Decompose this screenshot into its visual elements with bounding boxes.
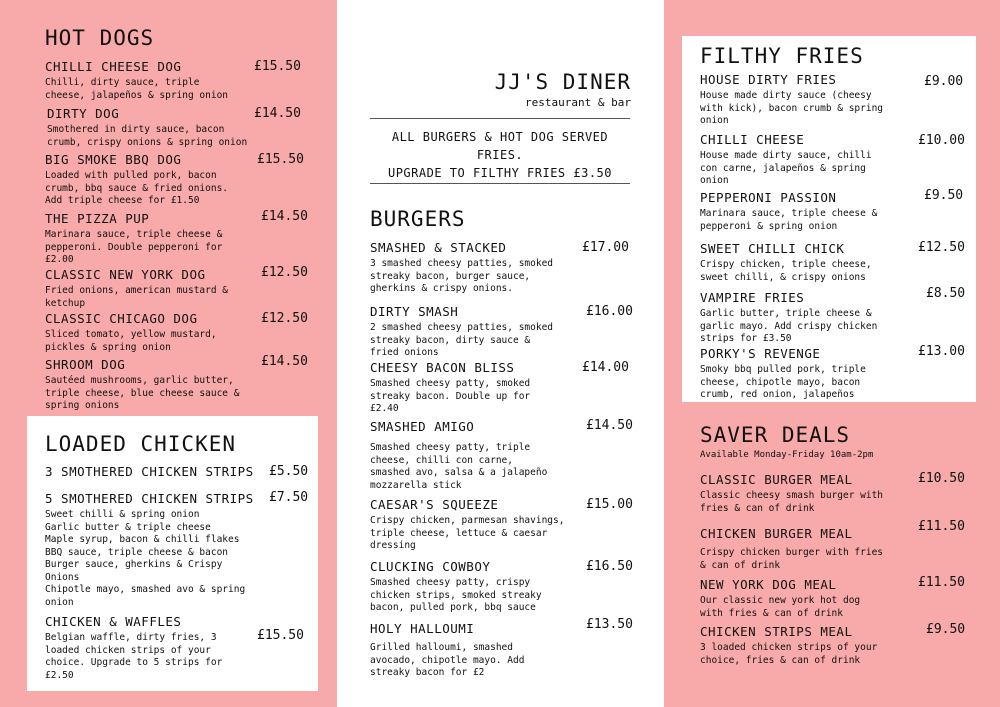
item-price: £15.50: [254, 59, 301, 74]
item-name: CHILLI CHEESE DOG: [45, 59, 182, 74]
menu-item-deal: [700, 624, 895, 667]
item-price: £14.50: [261, 209, 308, 224]
item-name: SMASHED & STACKED: [370, 240, 507, 255]
chicken-option: Maple syrup, bacon & chilli flakes: [45, 534, 240, 545]
item-desc: Smashed cheesy patty, smoked streaky bacon. Double up for £2.40: [370, 378, 531, 414]
item-name: CAESAR'S SQUEEZE: [370, 497, 499, 512]
menu-item-chicken: [45, 614, 245, 682]
chicken-option: Garlic butter & triple cheese: [45, 521, 211, 533]
fries-notice: [370, 128, 630, 182]
item-desc: Sautéed mushrooms, garlic butter, triple cheese, blue cheese sauce & spring onions: [45, 375, 240, 411]
item-name: CHICKEN STRIPS MEAL: [700, 624, 853, 639]
menu-item-fries: [700, 346, 890, 402]
notice-line: FRIES.: [476, 148, 524, 162]
item-price: £11.50: [918, 575, 965, 590]
menu-item-hot-dog: [45, 152, 245, 208]
menu-item-fries: [700, 241, 890, 284]
header-divider: [370, 118, 630, 119]
chicken-option: Chipotle mayo, smashed avo & spring onion: [45, 584, 246, 608]
item-name: HOUSE DIRTY FRIES: [700, 72, 837, 87]
item-name: 3 SMOTHERED CHICKEN STRIPS: [45, 464, 254, 479]
menu-item-burger: [370, 559, 560, 615]
item-name: HOLY HALLOUMI: [370, 621, 475, 636]
item-name: VAMPIRE FRIES: [700, 290, 805, 305]
menu-item-fries: [700, 190, 890, 233]
item-price: £10.00: [918, 133, 965, 148]
menu-item-deal: [700, 472, 895, 515]
menu-item-burger: [370, 621, 560, 680]
item-name: CLASSIC BURGER MEAL: [700, 472, 853, 487]
item-name: CHEESY BACON BLISS: [370, 360, 515, 375]
item-price: £15.00: [586, 497, 633, 512]
item-price: £14.50: [261, 354, 308, 369]
item-name: DIRTY DOG: [47, 106, 120, 121]
menu-item-fries: [700, 290, 890, 346]
burgers-title: BURGERS: [370, 207, 466, 231]
item-desc: House made dirty sauce, chilli con carne, jalapeños & spring onion: [700, 150, 872, 186]
item-name: CLASSIC CHICAGO DOG: [45, 311, 198, 326]
item-desc: Crispy chicken, parmesan shavings, triple cheese, lettuce & caesar dressing: [370, 515, 565, 551]
item-desc: Grilled halloumi, smashed avocado, chipotle mayo. Add streaky bacon for £2: [370, 642, 525, 678]
menu-item-burger: [370, 419, 560, 492]
item-desc: Fried onions, american mustard & ketchup: [45, 285, 229, 309]
item-desc: Smashed cheesy patty, crispy chicken strips, smoked streaky bacon, pulled pork, bbq sauce: [370, 577, 542, 613]
menu-item-burger: [370, 360, 560, 416]
item-price: £9.50: [926, 622, 966, 637]
chicken-option: Burger sauce, gherkins & Crispy Onions: [45, 559, 223, 583]
item-desc: House made dirty sauce (cheesy with kick), bacon crumb & spring onion: [700, 90, 884, 126]
notice-line: UPGRADE TO FILTHY FRIES £3.50: [387, 166, 612, 180]
item-name: CHILLI CHEESE: [700, 132, 805, 147]
item-desc: Classic cheesy smash burger with fries & can of drink: [700, 490, 884, 514]
item-name: SHROOM DOG: [45, 357, 126, 372]
item-name: BIG SMOKE BBQ DOG: [45, 152, 182, 167]
item-desc: 3 loaded chicken strips of your choice, fries & can of drink: [700, 642, 878, 666]
item-price: £14.50: [254, 106, 301, 121]
hot-dogs-title: HOT DOGS: [45, 26, 155, 50]
item-desc: Crispy chicken, triple cheese, sweet chilli, & crispy onions: [700, 259, 872, 283]
menu-item-hot-dog: [45, 59, 245, 102]
item-desc: Marinara sauce, triple cheese & pepperoni. Double pepperoni for £2.00: [45, 229, 223, 265]
item-desc: Our classic new york hot dog with fries & can of drink: [700, 595, 861, 619]
saver-deals-availability: Available Monday-Friday 10am-2pm: [700, 450, 874, 460]
item-desc: 2 smashed cheesy patties, smoked streaky bacon, dirty sauce & fried onions: [370, 322, 554, 358]
item-price: £17.00: [582, 240, 629, 255]
item-name: SWEET CHILLI CHICK: [700, 241, 845, 256]
item-name: DIRTY SMASH: [370, 304, 459, 319]
item-price: £16.00: [586, 304, 633, 319]
item-name: CHICKEN BURGER MEAL: [700, 526, 853, 541]
item-price: £13.00: [918, 344, 965, 359]
item-desc: Sliced tomato, yellow mustard, pickles & spring onion: [45, 329, 217, 353]
item-price: £7.50: [269, 490, 309, 505]
item-name: CLUCKING COWBOY: [370, 559, 491, 574]
chicken-option: Sweet chilli & spring onion: [45, 509, 200, 520]
item-desc: Loaded with pulled pork, bacon crumb, bbq sauce & fried onions. Add triple cheese for £1.50: [45, 170, 229, 206]
item-price: £11.50: [918, 519, 965, 534]
item-price: £14.00: [582, 360, 629, 375]
item-desc: Smoky bbq pulled pork, triple cheese, chipotle mayo, bacon crumb, red onion, jalapeños: [700, 364, 866, 400]
item-price: £12.50: [261, 265, 308, 280]
menu-item-hot-dog: [45, 211, 245, 267]
item-price: £14.50: [586, 418, 633, 433]
item-name: PEPPERONI PASSION: [700, 190, 837, 205]
notice-line: ALL BURGERS & HOT DOG SERVED: [391, 130, 609, 144]
menu-item-burger: [370, 240, 560, 296]
menu-item-burger: [370, 497, 565, 553]
menu-item-burger: [370, 304, 560, 360]
menu-item-fries: [700, 72, 890, 128]
loaded-chicken-title: LOADED CHICKEN: [45, 432, 237, 456]
chicken-options-list: [45, 509, 250, 609]
item-price: £12.50: [918, 240, 965, 255]
chicken-option: BBQ sauce, triple cheese & bacon: [45, 546, 229, 558]
item-name: SMASHED AMIGO: [370, 419, 475, 434]
item-name: CHICKEN & WAFFLES: [45, 614, 182, 629]
menu-item-chicken: [45, 464, 254, 479]
item-name: THE PIZZA PUP: [45, 211, 150, 226]
menu-item-hot-dog: [47, 106, 252, 149]
saver-deals-title: SAVER DEALS: [700, 423, 851, 447]
item-price: £12.50: [261, 311, 308, 326]
filthy-fries-title: FILTHY FRIES: [700, 44, 864, 68]
item-price: £9.00: [924, 74, 964, 89]
menu-item-hot-dog: [45, 357, 245, 413]
item-desc: 3 smashed cheesy patties, smoked streaky bacon, burger sauce, gherkins & crispy onions.: [370, 258, 554, 294]
item-name: 5 SMOTHERED CHICKEN STRIPS: [45, 491, 254, 506]
item-price: £10.50: [918, 471, 965, 486]
item-price: £13.50: [586, 617, 633, 632]
item-price: £15.50: [257, 628, 304, 643]
notice-divider: [370, 183, 630, 184]
item-price: £8.50: [926, 286, 966, 301]
menu-item-hot-dog: [45, 267, 255, 310]
item-price: £5.50: [269, 464, 309, 479]
item-desc: Marinara sauce, triple cheese & pepperoni & spring onion: [700, 208, 878, 232]
item-price: £16.50: [586, 559, 633, 574]
restaurant-name: JJ'S DINER: [494, 70, 631, 94]
menu-item-fries: [700, 132, 890, 188]
menu-item-chicken: [45, 491, 254, 506]
item-name: PORKY'S REVENGE: [700, 346, 821, 361]
item-price: £9.50: [924, 188, 964, 203]
item-name: CLASSIC NEW YORK DOG: [45, 267, 206, 282]
item-desc: Belgian waffle, dirty fries, 3 loaded chicken strips of your choice. Upgrade to 5 strips for £2.50: [45, 632, 223, 681]
item-desc: Smashed cheesy patty, triple cheese, chilli con carne, smashed avo, salsa & a jalapeño mozzarella stick: [370, 442, 548, 491]
menu-item-deal: [700, 577, 895, 620]
item-desc: Smothered in dirty sauce, bacon crumb, crispy onions & spring onion: [47, 124, 248, 148]
item-price: £15.50: [257, 152, 304, 167]
item-desc: Chilli, dirty sauce, triple cheese, jalapeños & spring onion: [45, 77, 229, 101]
item-name: NEW YORK DOG MEAL: [700, 577, 837, 592]
menu-item-hot-dog: [45, 311, 245, 354]
item-desc: Garlic butter, triple cheese & garlic mayo. Add crispy chicken strips for £3.50: [700, 308, 878, 344]
menu-item-deal: [700, 526, 895, 572]
item-desc: Crispy chicken burger with fries & can of drink: [700, 547, 884, 571]
restaurant-tagline: restaurant & bar: [525, 96, 631, 109]
